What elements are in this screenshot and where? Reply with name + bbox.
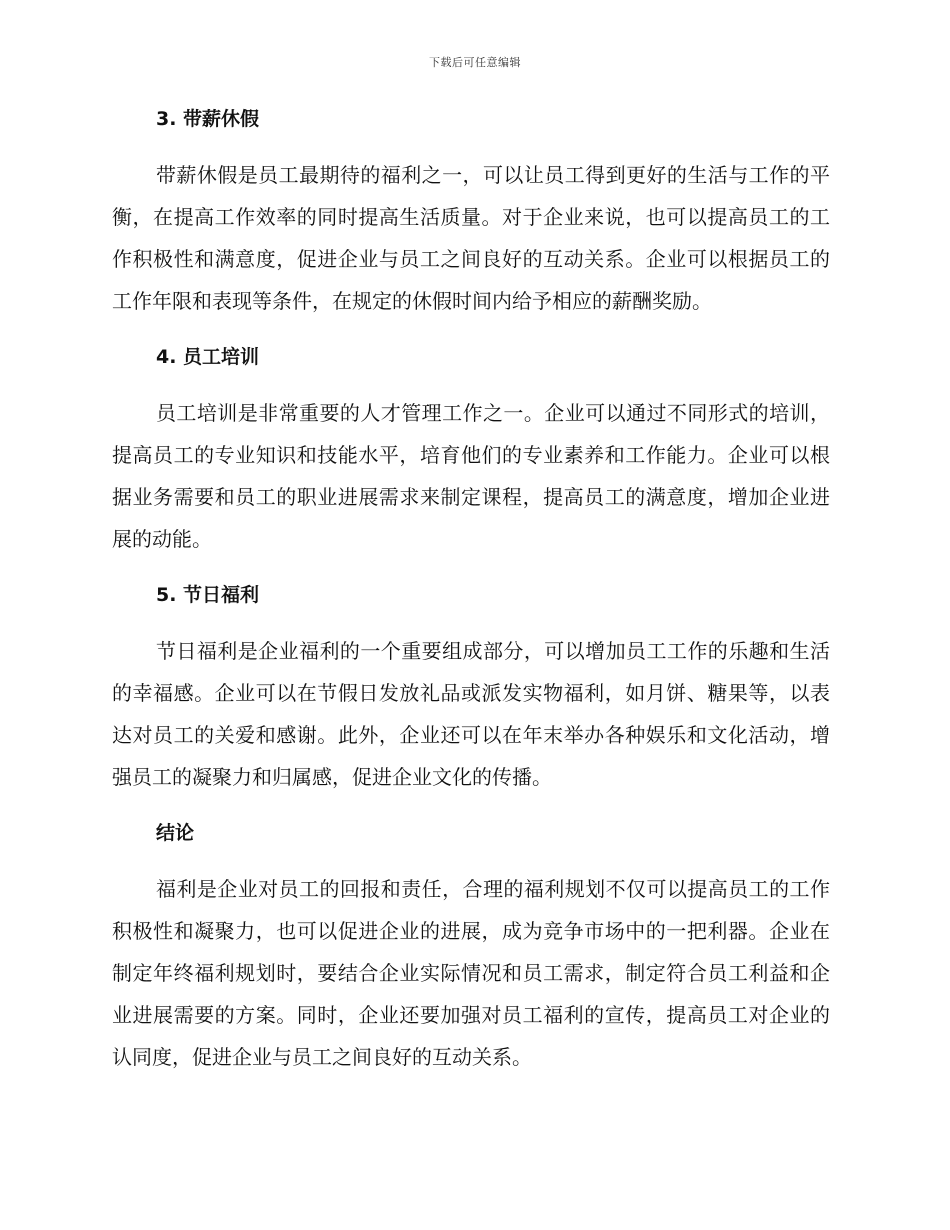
section-paragraph: 员工培训是非常重要的人才管理工作之一。企业可以通过不同形式的培训，提高员工的专业知识和技能水平，培育他们的专业素养和工作能力。企业可以根据业务需要和员工的职业进展需求来制定课程，提高员工的满意度，增加企业进展的动能。 (112, 401, 830, 551)
section-holiday-benefits (112, 574, 830, 798)
section-heading: 5. 节日福利 (156, 584, 260, 606)
section-paid-leave (112, 98, 830, 322)
section-paragraph: 带薪休假是员工最期待的福利之一，可以让员工得到更好的生活与工作的平衡，在提高工作效率的同时提高生活质量。对于企业来说，也可以提高员工的工作积极性和满意度，促进企业与员工之间良好的互动关系。企业可以根据员工的工作年限和表现等条件，在规定的休假时间内给予相应的薪酬奖励。 (112, 163, 830, 313)
section-heading: 结论 (156, 822, 195, 844)
section-conclusion (112, 812, 830, 1078)
section-heading: 4. 员工培训 (156, 346, 260, 368)
section-paragraph: 福利是企业对员工的回报和责任，合理的福利规划不仅可以提高员工的工作积极性和凝聚力，也可以促进企业的进展，成为竞争市场中的一把利器。企业在制定年终福利规划时，要结合企业实际情况和员工需求，制定符合员工利益和企业进展需要的方案。同时，企业还要加强对员工福利的宣传，提高员工对企业的认同度，促进企业与员工之间良好的互动关系。 (112, 877, 830, 1069)
page-header: 下载后可任意编辑 (429, 56, 521, 69)
section-paragraph: 节日福利是企业福利的一个重要组成部分，可以增加员工工作的乐趣和生活的幸福感。企业可以在节假日发放礼品或派发实物福利，如月饼、糖果等，以表达对员工的关爱和感谢。此外，企业还可以在年末举办各种娱乐和文化活动，增强员工的凝聚力和归属感，促进企业文化的传播。 (112, 639, 830, 789)
document-body (112, 98, 830, 1092)
section-heading: 3. 带薪休假 (156, 108, 260, 130)
section-employee-training (112, 336, 830, 560)
